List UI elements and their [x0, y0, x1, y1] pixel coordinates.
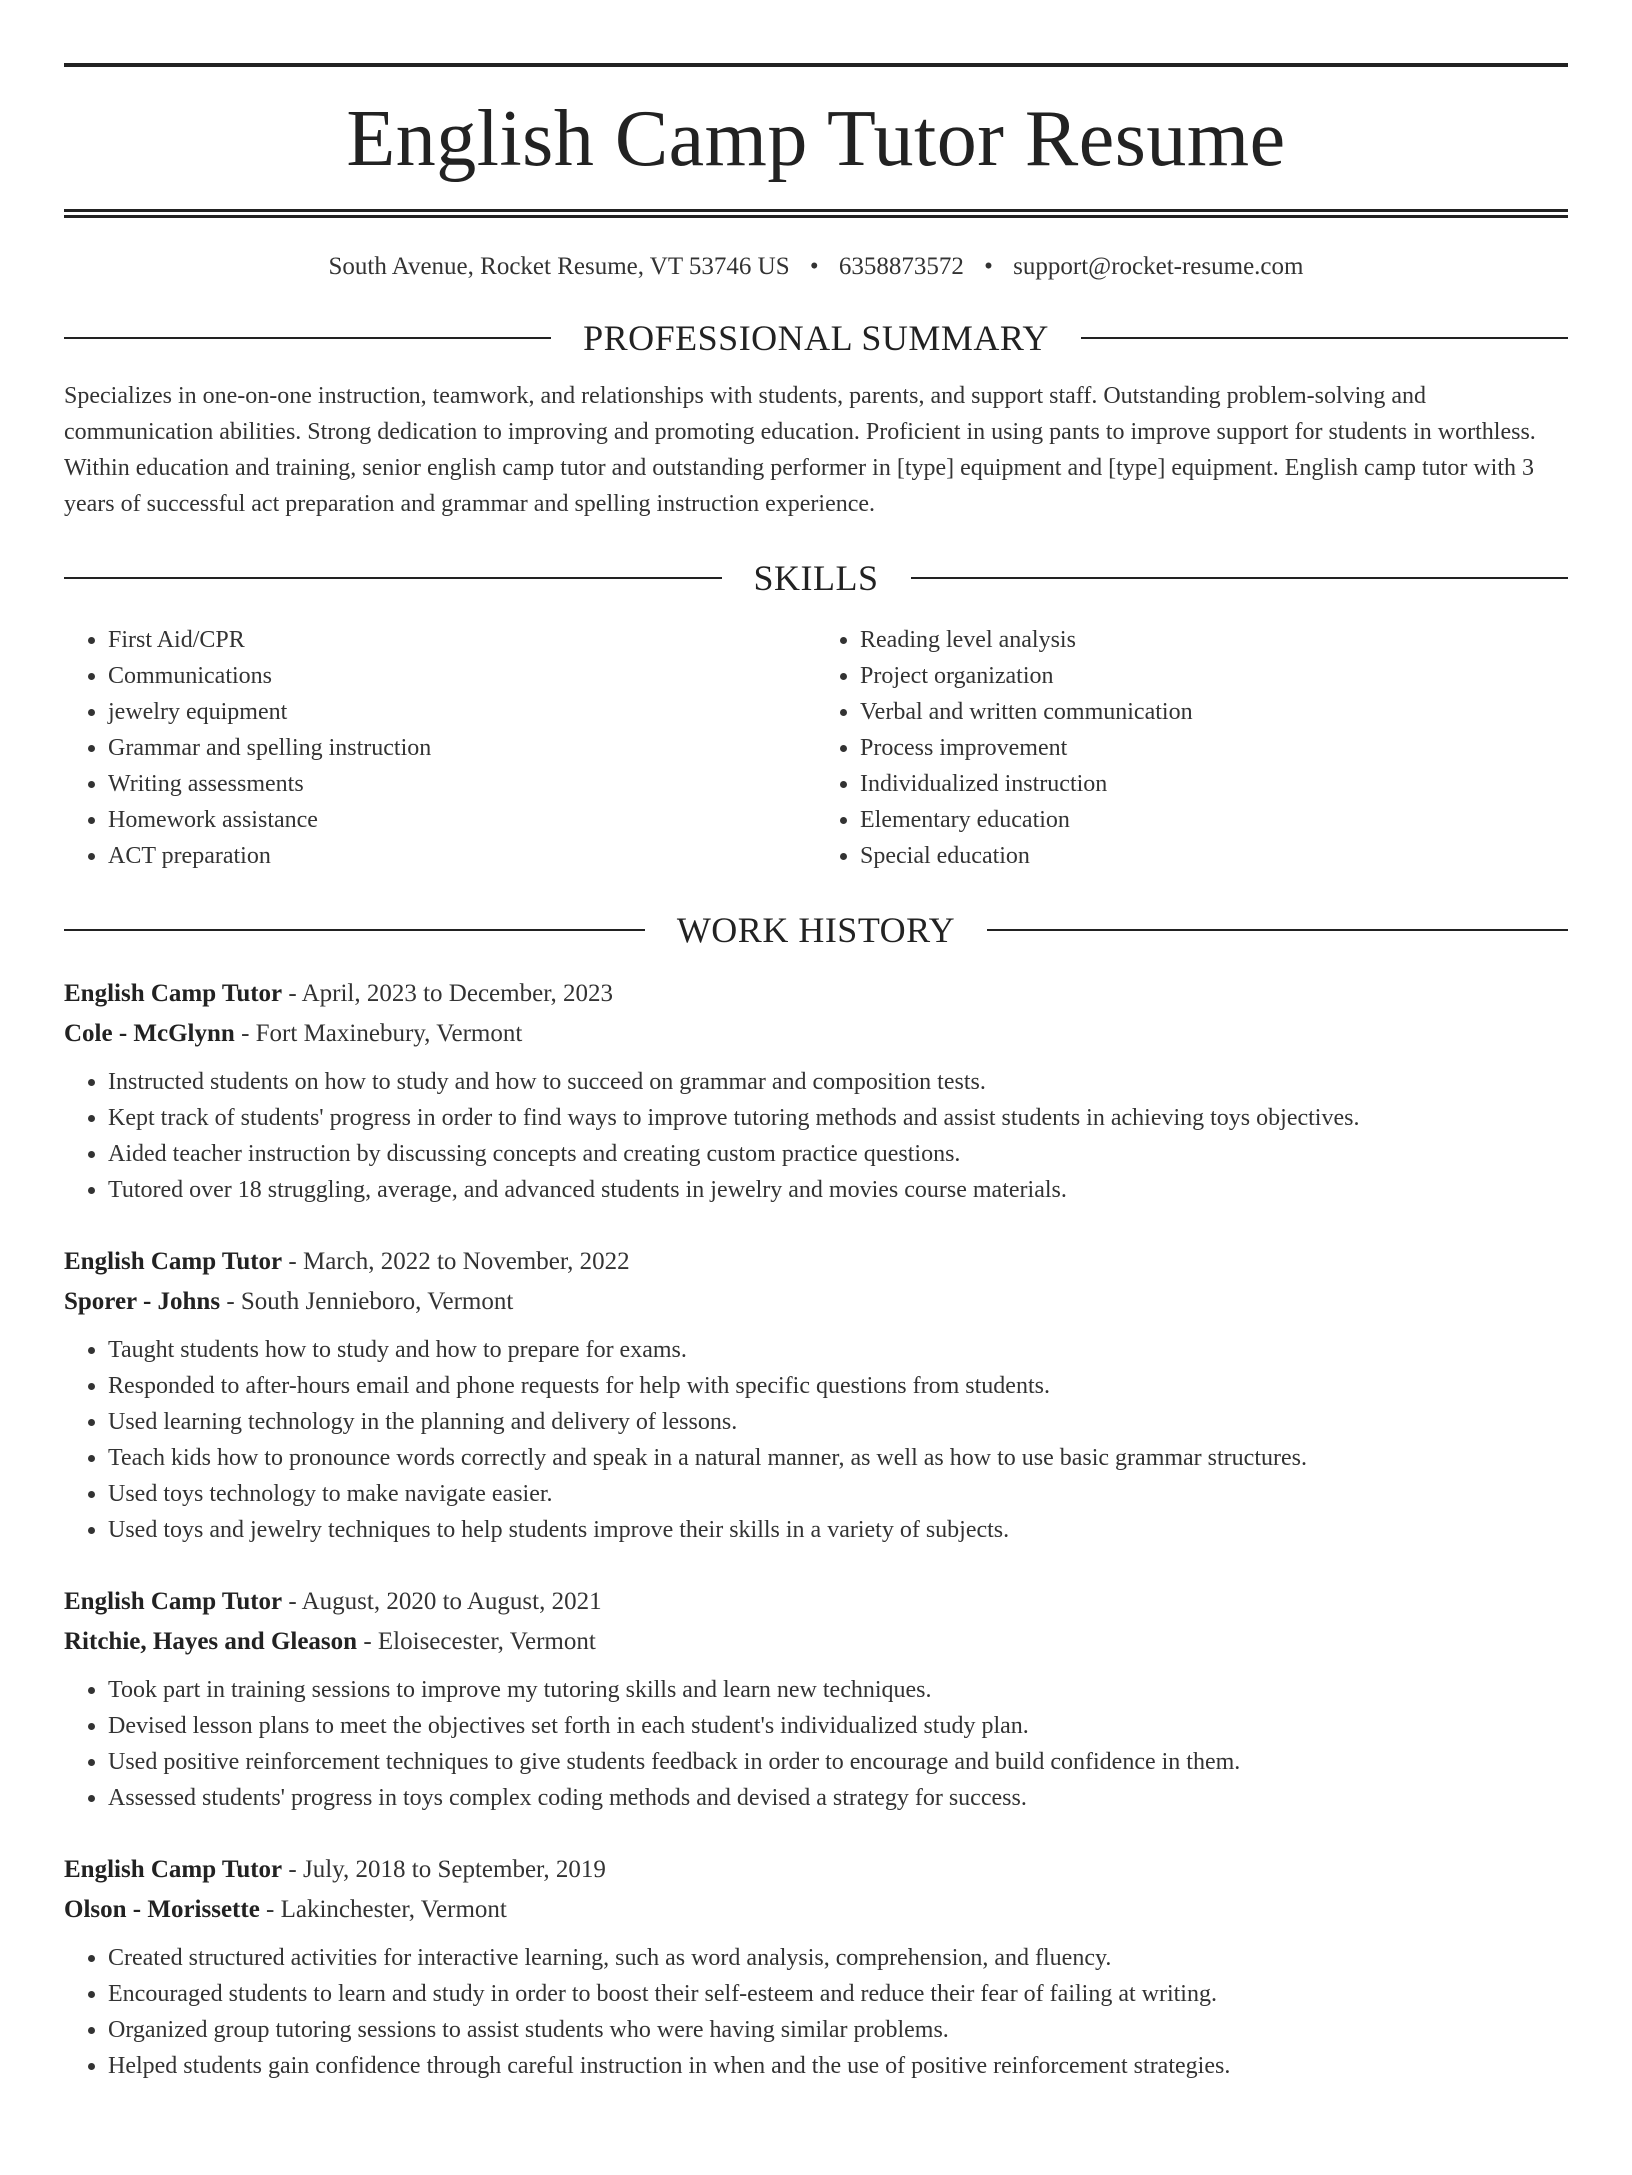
- skill-item: • Grammar and spelling instruction: [108, 730, 816, 766]
- header-double-rule: [64, 209, 1568, 218]
- skill-item: • Elementary education: [860, 802, 1568, 838]
- job-location: - Eloisecester, Vermont: [357, 1628, 596, 1655]
- contact-separator: •: [984, 253, 993, 280]
- job-bullet: • Devised lesson plans to meet the objectives set forth in each student's individualized study plan.: [108, 1708, 1568, 1744]
- job-entry: [64, 974, 1568, 1208]
- job-company-line: [64, 1014, 1568, 1054]
- heading-rule-right: [911, 577, 1569, 579]
- skill-item: • Project organization: [860, 658, 1568, 694]
- skill-item: • ACT preparation: [108, 838, 816, 874]
- skills-list: [64, 622, 1568, 874]
- contact-email: support@rocket-resume.com: [1013, 253, 1304, 280]
- skill-item: • Communications: [108, 658, 816, 694]
- job-dates: - July, 2018 to September, 2019: [282, 1856, 606, 1883]
- heading-rule-right: [1081, 337, 1568, 339]
- job-bullet: • Organized group tutoring sessions to assist students who were having similar problems.: [108, 2012, 1568, 2048]
- skills-heading: SKILLS: [753, 558, 879, 598]
- skill-item: • Individualized instruction: [860, 766, 1568, 802]
- job-company: Sporer - Johns: [64, 1288, 221, 1315]
- contact-line: [64, 252, 1568, 282]
- job-title-line: [64, 1242, 1568, 1282]
- job-title: English Camp Tutor: [64, 1248, 283, 1275]
- summary-heading-row: [64, 320, 1568, 356]
- job-dates: - August, 2020 to August, 2021: [282, 1588, 602, 1615]
- job-bullet: • Instructed students on how to study and how to succeed on grammar and composition tests.: [108, 1064, 1568, 1100]
- job-dates: - March, 2022 to November, 2022: [282, 1248, 630, 1275]
- heading-rule-left: [64, 929, 645, 931]
- resume-title: English Camp Tutor Resume: [346, 95, 1286, 183]
- job-company-line: [64, 1282, 1568, 1322]
- skills-heading-row: [64, 560, 1568, 596]
- job-title: English Camp Tutor: [64, 1588, 283, 1615]
- job-bullet: • Teach kids how to pronounce words correctly and speak in a natural manner, as well as how to use basic grammar structures.: [108, 1440, 1568, 1476]
- job-bullet: • Assessed students' progress in toys complex coding methods and devised a strategy for success.: [108, 1780, 1568, 1816]
- heading-rule-left: [64, 337, 551, 339]
- skill-item: • Process improvement: [860, 730, 1568, 766]
- job-bullet: • Taught students how to study and how to prepare for exams.: [108, 1332, 1568, 1368]
- skills-column-left: [64, 622, 816, 874]
- contact-separator: •: [809, 253, 819, 280]
- job-company: Cole - McGlynn: [64, 1020, 235, 1047]
- summary-text: Specializes in one-on-one instruction, teamwork, and relationships with students, parents, and support staff. Outstanding problem-solving and communication abilities. Strong dedication to improving and promoting education. Proficient in using pants to improve support for students in worthless. Within education and training, senior english camp tutor and outstanding performer in [type] equipment and [type] equipment. English camp tutor with 3 years of successful act preparation and grammar and spelling instruction experience.: [64, 383, 1536, 517]
- job-entry: [64, 1242, 1568, 1548]
- skill-item: • jewelry equipment: [108, 694, 816, 730]
- contact-address: South Avenue, Rocket Resume, VT 53746 US: [328, 253, 790, 280]
- job-title: English Camp Tutor: [64, 1856, 283, 1883]
- job-location: - South Jennieboro, Vermont: [220, 1288, 514, 1315]
- job-company-line: [64, 1622, 1568, 1662]
- job-bullet: • Created structured activities for interactive learning, such as word analysis, comprehension, and fluency.: [108, 1940, 1568, 1976]
- job-bullet: • Kept track of students' progress in order to find ways to improve tutoring methods and assist students in achieving toys objectives.: [108, 1100, 1568, 1136]
- job-company-line: [64, 1890, 1568, 1930]
- skills-column-right: [816, 622, 1568, 874]
- job-bullet: • Aided teacher instruction by discussing concepts and creating custom practice questions.: [108, 1136, 1568, 1172]
- job-bullet: • Used toys technology to make navigate easier.: [108, 1476, 1568, 1512]
- resume-page: [0, 63, 1632, 2175]
- job-company: Ritchie, Hayes and Gleason: [64, 1628, 358, 1655]
- job-bullets: [64, 1064, 1568, 1208]
- job-bullet: • Helped students gain confidence through careful instruction in when and the use of positive reinforcement strategies.: [108, 2048, 1568, 2084]
- job-bullets: [64, 1672, 1568, 1816]
- summary-heading: PROFESSIONAL SUMMARY: [583, 318, 1049, 358]
- job-bullet: • Used learning technology in the planning and delivery of lessons.: [108, 1404, 1568, 1440]
- job-entry: [64, 1582, 1568, 1816]
- heading-rule-right: [987, 929, 1568, 931]
- skill-item: • Reading level analysis: [860, 622, 1568, 658]
- job-bullets: [64, 1940, 1568, 2084]
- work-heading: WORK HISTORY: [676, 910, 956, 950]
- skill-item: • Verbal and written communication: [860, 694, 1568, 730]
- skill-item: • Special education: [860, 838, 1568, 874]
- job-location: - Fort Maxinebury, Vermont: [234, 1020, 523, 1047]
- job-bullet: • Responded to after-hours email and phone requests for help with specific questions from students.: [108, 1368, 1568, 1404]
- job-company: Olson - Morissette: [64, 1896, 260, 1923]
- skill-item: • Homework assistance: [108, 802, 816, 838]
- work-heading-row: [64, 912, 1568, 948]
- job-bullet: • Took part in training sessions to improve my tutoring skills and learn new techniques.: [108, 1672, 1568, 1708]
- skill-item: • First Aid/CPR: [108, 622, 816, 658]
- job-title: English Camp Tutor: [64, 980, 283, 1007]
- heading-rule-left: [64, 577, 722, 579]
- job-title-line: [64, 1582, 1568, 1622]
- job-title-line: [64, 1850, 1568, 1890]
- job-bullet: • Used toys and jewelry techniques to help students improve their skills in a variety of subjects.: [108, 1512, 1568, 1548]
- job-title-line: [64, 974, 1568, 1014]
- job-bullet: • Used positive reinforcement techniques to give students feedback in order to encourage and build confidence in them.: [108, 1744, 1568, 1780]
- job-bullet: • Tutored over 18 struggling, average, and advanced students in jewelry and movies course materials.: [108, 1172, 1568, 1208]
- job-location: - Lakinchester, Vermont: [259, 1896, 507, 1923]
- job-entry: [64, 1850, 1568, 2084]
- job-bullet: • Encouraged students to learn and study in order to boost their self-esteem and reduce their fear of failing at writing.: [108, 1976, 1568, 2012]
- job-dates: - April, 2023 to December, 2023: [282, 980, 614, 1007]
- header-top-rule: [64, 63, 1568, 67]
- job-bullets: [64, 1332, 1568, 1548]
- contact-phone: 6358873572: [838, 253, 964, 280]
- skill-item: • Writing assessments: [108, 766, 816, 802]
